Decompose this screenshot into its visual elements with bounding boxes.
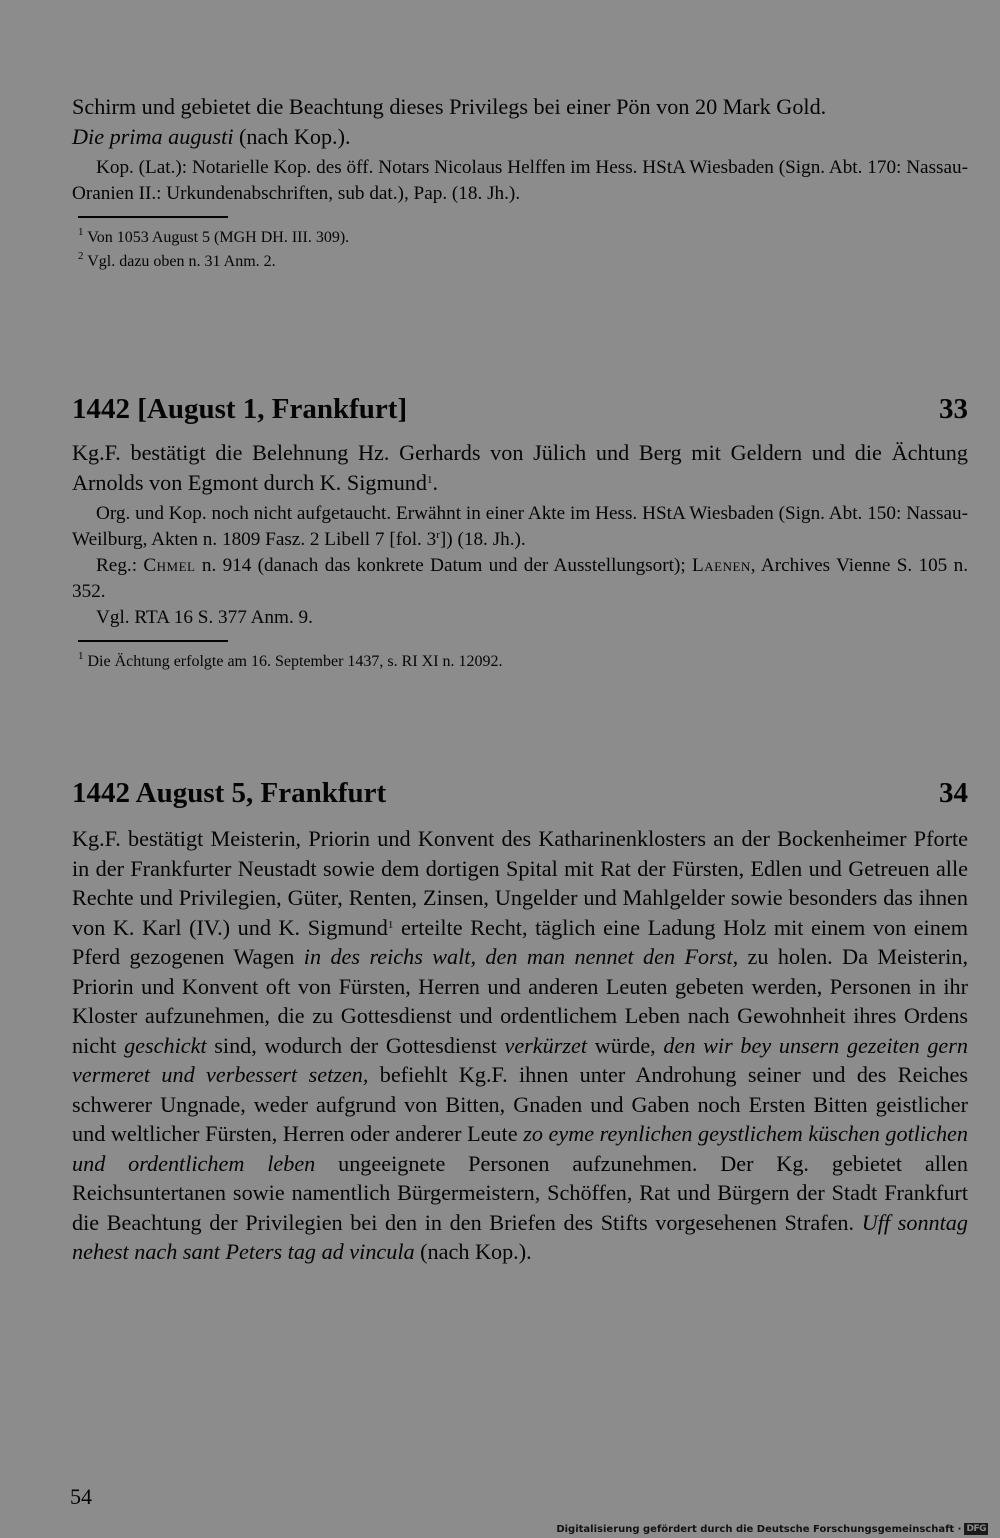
quotation: verkürzet (504, 1032, 588, 1058)
funding-text: Digitalisierung gefördert durch die Deutsche Forschungsgemeinschaft · (556, 1523, 962, 1535)
entry-heading-33 (72, 392, 968, 426)
quotation: geschickt (124, 1032, 207, 1058)
entry-heading-34 (72, 776, 968, 810)
entry-date: 1442 [August 1, Frankfurt] (72, 393, 408, 425)
quotation: den wir bey unsern gezeiten gern vermeret und verbessert setzen, (72, 1032, 969, 1087)
comparison-reference: Vgl. RTA 16 S. 377 Anm. 9. (96, 607, 313, 628)
regest-summary: Kg.F. bestätigt Meisterin, Priorin und Konvent des Katharinenklosters an der Bockenheimer Pforte in der Frankfurter Neustadt sowie dem dortigen Spital mit Rat der Fürsten, Edlen und Getreuen alle Rechte und Privilegien, Güter, Renten, Zinsen, Ungelder und Mahlgelder sowie besonders das ihnen von K. Karl (IV.) und K. Sigmund$^1$ erteilte Recht, täglich eine Ladung Holz mit einem von einem Pferd gezogenen Wagen in des reichs walt, den man nennet den Forst, zu holen. Da Meisterin, Priorin und Konvent oft von Fürsten, Herren und anderen Leuten gebeten werden, Personen in ihr Kloster aufzunehmen, die zu Gottesdienst und ordentlichem Leben nach Gewohnheit ihres Ordens nicht geschickt sind, wodurch der Gottesdienst verkürzet würde, den wir bey unsern gezeiten gern vermeret und verbessert setzen, befiehlt Kg.F. ihnen unter Androhung seiner und des Reiches schwerer Ungnade, weder aufgrund von Bitten, Gnaden und Gaben noch Ersten Bitten geistlicher und weltlicher Fürsten, Herren oder anderer Leute zo eyme reynlichen geystlichem küschen gotlichen und ordentlichem leben ungeeignete Personen aufzunehmen. Der Kg. gebietet allen Reichsuntertanen sowie namentlich Bürgermeistern, Schöffen, Rat und Bürgern der Stadt Frankfurt die Beachtung der Privilegien bei den in den Briefen des Stifts vorgesehenen Strafen. Uff sonntag nehest nach sant Peters tag ad vincula (nach Kop.). (72, 826, 969, 1264)
footnote (72, 650, 968, 674)
footnote-text: Von 1053 August 5 (MGH DH. III. 309). (87, 229, 350, 246)
dfg-logo: DFG (966, 1524, 986, 1534)
page-number: 54 (70, 1484, 92, 1509)
document-page (72, 92, 968, 1267)
footnote-marker: 1 (427, 473, 433, 486)
footnote-marker: 1 (78, 226, 84, 238)
regest-references: Reg.: Chmel n. 914 (danach das konkrete Datum und der Ausstellungsort); Laenen, Archives Vienne S. 105 n. 352. (72, 555, 968, 602)
footnote-marker: 2 (78, 250, 84, 262)
dating-formula: Die prima augusti (72, 123, 234, 149)
entry-previous-text (72, 92, 968, 151)
author-name: Laenen (692, 555, 751, 576)
original-description: Org. und Kop. noch nicht aufgetaucht. Erwähnt in einer Akte im Hess. HStA Wiesbaden (Sign. Abt. 150: Nassau-Weilburg, Akten n. 1809 Fasz. 2 Libell 7 [fol. 3$^r$]) (18. Jh.). (72, 503, 968, 550)
footnote (72, 226, 968, 250)
footnote-divider (78, 216, 228, 218)
author-name: Chmel (143, 555, 196, 576)
footnote (72, 250, 968, 274)
regest-summary: Kg.F. bestätigt die Belehnung Hz. Gerhards von Jülich und Berg mit Geldern und die Ächtung Arnolds von Egmont durch K. Sigmund$^1$. (72, 440, 968, 495)
footnote-text: Die Ächtung erfolgte am 16. September 1437, s. RI XI n. 12092. (87, 653, 503, 670)
copy-description: Kop. (Lat.): Notarielle Kop. des öff. Notars Nicolaus Helffen im Hess. HStA Wiesbaden (Sign. Abt. 170: Nassau-Oranien II.: Urkundenabschriften, sub dat.), Pap. (18. Jh.). (72, 157, 968, 204)
entry-date: 1442 August 5, Frankfurt (72, 777, 387, 809)
folio-recto-marker: r (436, 529, 440, 541)
quotation: zo eyme reynlichen geystlichem küschen gotlichen und ordentlichem leben (72, 1121, 968, 1176)
dating-formula: Uff sonntag nehest nach sant Peters tag ad vincula (72, 1209, 968, 1264)
footnote-divider (78, 640, 228, 642)
regest-continuation: Schirm und gebietet die Beachtung dieses Privilegs bei einer Pön von 20 Mark Gold. (72, 94, 827, 119)
quotation: in des reichs walt, den man nennet den Forst, (303, 944, 739, 969)
entry-previous (72, 92, 968, 274)
footnote-marker: 1 (387, 918, 394, 931)
funding-footer (556, 1523, 988, 1535)
entry-number: 33 (939, 393, 968, 425)
dating-source: (nach Kop.). (233, 123, 351, 149)
entry-number: 34 (939, 777, 968, 809)
footnote-marker: 1 (78, 650, 84, 662)
footnote-text: Vgl. dazu oben n. 31 Anm. 2. (87, 253, 276, 270)
